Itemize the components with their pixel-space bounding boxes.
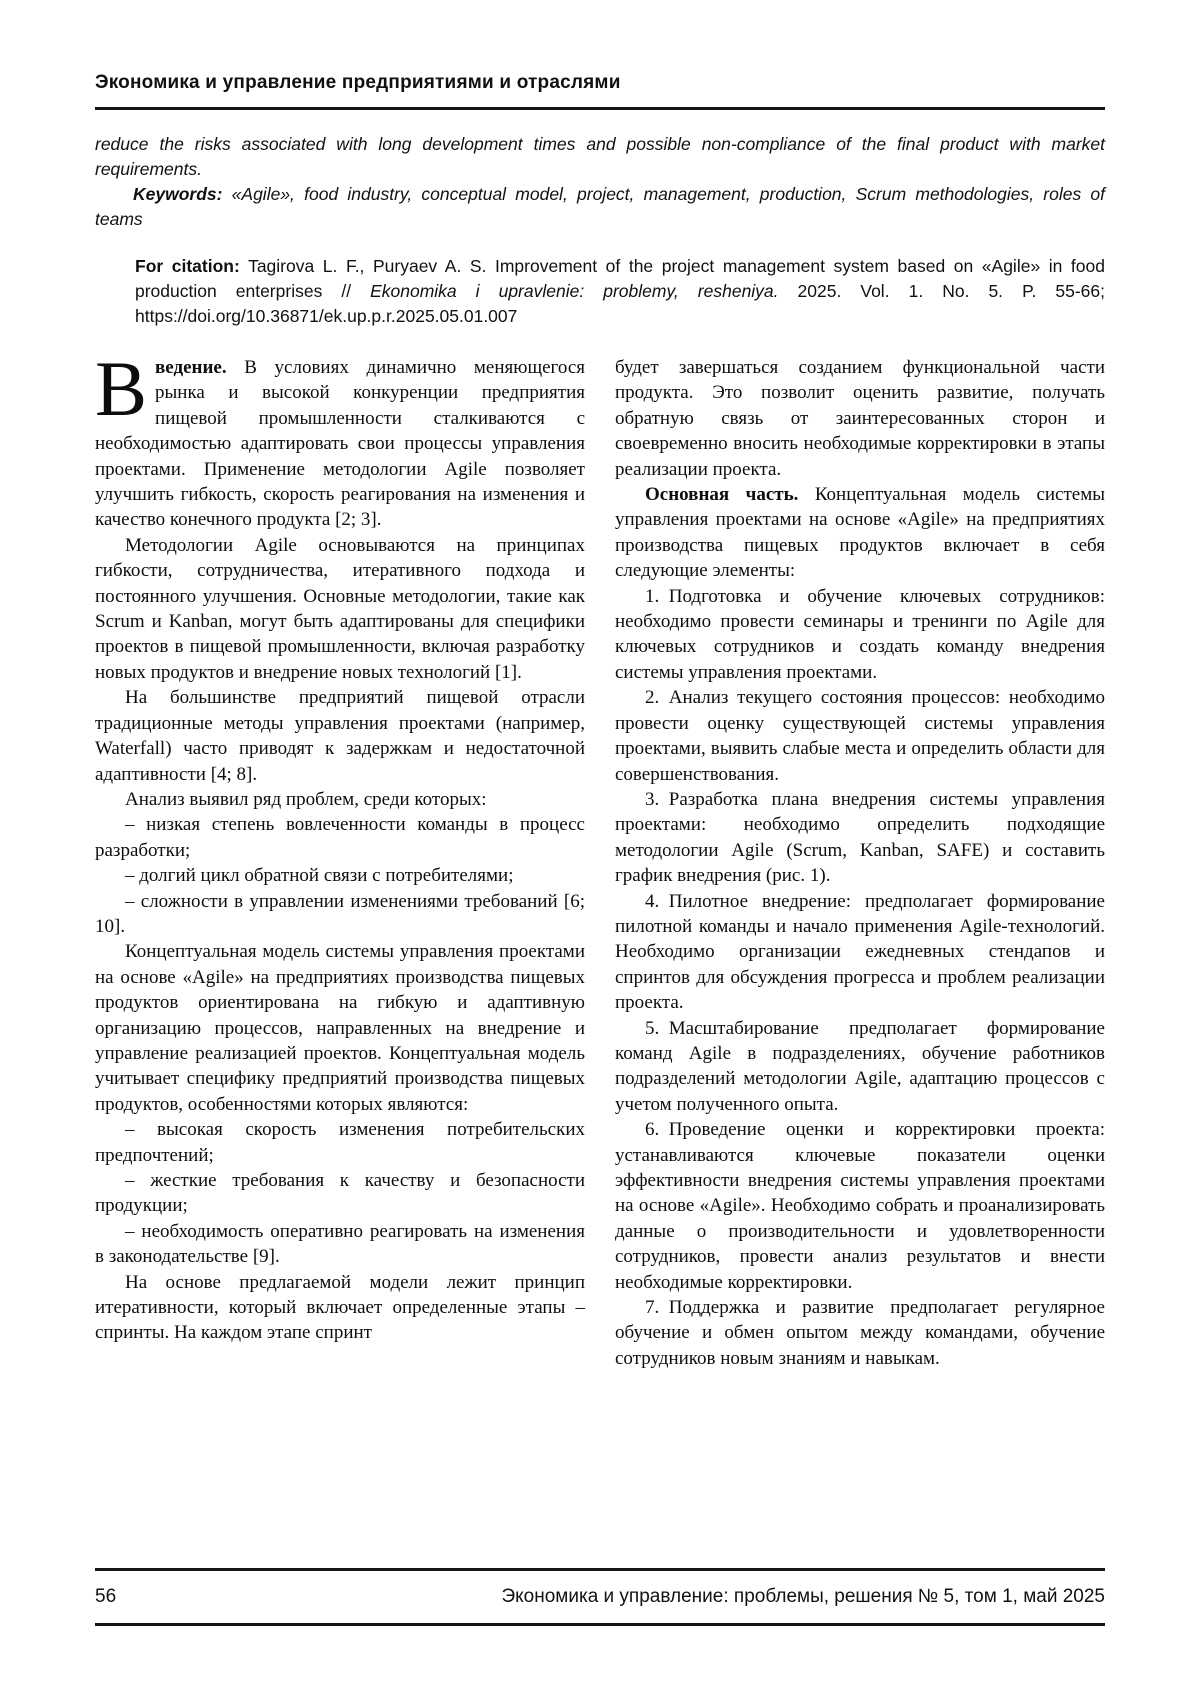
dropcap: В	[95, 345, 148, 432]
paragraph: На основе предлагаемой модели лежит принцип итеративности, который включает определенные этапы – спринты. На каждом этапе спринт	[95, 1271, 585, 1344]
paragraph: Методологии Agile основываются на принципах гибкости, сотрудничества, итеративного подхода и постоянного улучшения. Основные методологии, такие как Scrum и Kanban, могут быть адаптированы для специфики проектов в пищевой промышленности, включая разработку новых продуктов и внедрение новых технологий [1].	[95, 534, 585, 683]
citation-details: 2025. Vol. 1. No. 5. P. 55-66; https://doi.org/10.36871/ek.up.p.r.2025.05.01.007	[135, 281, 1105, 326]
paragraph: будет завершаться созданием функциональной части продукта. Это позволит оценить развитие, получать обратную связь от заинтересованных сторон и своевременно вносить необходимые корректировки в этапы реализации проекта.	[615, 357, 1105, 480]
abstract-text: reduce the risks associated with long development times and possible non-compliance of the final product with market requirements.	[95, 134, 1105, 179]
footer-row	[95, 1571, 1105, 1623]
numbered-item: 3. Разработка плана внедрения системы управления проектами: необходимо определить подходящие методологии Agile (Scrum, Kanban, SAFE) и составить график внедрения (рис. 1).	[615, 788, 1105, 887]
abstract-section	[95, 132, 1105, 232]
list-item: – низкая степень вовлеченности команды в процесс разработки;	[95, 814, 585, 861]
header-rule	[95, 107, 1105, 110]
citation-block	[135, 254, 1105, 329]
citation-label: For citation:	[135, 256, 240, 276]
left-column	[95, 345, 585, 1371]
citation-journal: Ekonomika i upravlenie: problemy, resheniya.	[370, 281, 779, 301]
right-column	[615, 355, 1105, 1371]
keywords-line	[95, 182, 1105, 232]
numbered-item: 2. Анализ текущего состояния процессов: необходимо провести оценку существующей системы управления проектами, выявить слабые места и определить области для совершенствования.	[615, 687, 1105, 785]
numbered-item: 7. Поддержка и развитие предполагает регулярное обучение и обмен опытом между командами, обучение сотрудников новым знаниям и навыкам.	[615, 1297, 1105, 1369]
numbered-item: 1. Подготовка и обучение ключевых сотрудников: необходимо провести семинары и тренинги по Agile для ключевых сотрудников и создать команду внедрения системы управления проектами.	[615, 585, 1105, 683]
intro-text: В условиях динамично меняющегося рынка и высокой конкуренции предприятия пищевой промышленности сталкиваются с необходимостью адаптировать свои процессы управления проектами. Применение методологии Agile позволяет улучшить гибкость, скорость реагирования на изменения и качество конечного продукта [2; 3].	[95, 357, 585, 531]
numbered-item: 4. Пилотное внедрение: предполагает формирование пилотной команды и начало применения Agile-технологий. Необходимо организации ежедневных стендапов и спринтов для обсуждения прогресса и проблем реализации проекта.	[615, 890, 1105, 1014]
list-item: – долгий цикл обратной связи с потребителями;	[125, 865, 514, 887]
page-number: 56	[95, 1586, 117, 1607]
keywords-text: «Agile», food industry, conceptual model, project, management, production, Scrum methodologies, roles of teams	[95, 184, 1105, 229]
paragraph: Анализ выявил ряд проблем, среди которых:	[125, 788, 487, 810]
citation-text	[135, 254, 1105, 329]
running-title: Экономика и управление предприятиями и отраслями	[95, 72, 621, 93]
page-header	[95, 72, 1105, 110]
numbered-item: 5. Масштабирование предполагает формирование команд Agile в подразделениях, обучение работников подразделений методологии Agile, адаптацию процессов с учетом полученного опыта.	[615, 1017, 1105, 1115]
list-item: – жесткие требования к качеству и безопасности продукции;	[95, 1170, 585, 1217]
keywords-label: Keywords:	[133, 184, 223, 204]
numbered-item: 6. Проведение оценки и корректировки проекта: устанавливаются ключевые показатели оценки эффективности внедрения системы управления проектами на основе «Agile». Необходимо собрать и проанализировать данные о производительности и удовлетворенности сотрудников, провести анализ результатов и внести необходимые корректировки.	[615, 1119, 1105, 1293]
main-part-text: Концептуальная модель системы управления проектами на основе «Agile» на предприятиях производства пищевых продуктов включает в себя следующие элементы:	[615, 484, 1106, 582]
intro-paragraph	[95, 345, 585, 533]
footer-rule-bottom	[95, 1623, 1105, 1626]
section-lead: Основная часть.	[645, 484, 799, 506]
main-part-paragraph	[615, 482, 1105, 584]
citation-authors: Tagirova L. F., Puryaev A. S. Improvement of the project management system based on «Agile» in food production enterprises //	[135, 256, 1105, 301]
list-item: – необходимость оперативно реагировать на изменения в законодательстве [9].	[95, 1220, 585, 1268]
journal-line: Экономика и управление: проблемы, решения № 5, том 1, май 2025	[501, 1586, 1105, 1607]
paragraph: Концептуальная модель системы управления проектами на основе «Agile» на предприятиях производства пищевых продуктов ориентирована на гибкую и адаптивную организацию процессов, направленных на внедрение и управление реализацией проектов. Концептуальная модель учитывает специфику предприятий производства пищевых продуктов, особенностями которых являются:	[95, 941, 585, 1115]
list-item: – сложности в управлении изменениями требований [6; 10].	[95, 890, 585, 937]
section-lead: ведение.	[155, 357, 227, 378]
article-body	[95, 345, 1106, 1371]
page-footer	[95, 1568, 1105, 1626]
list-item: – высокая скорость изменения потребительских предпочтений;	[95, 1119, 585, 1166]
paragraph: На большинстве предприятий пищевой отрасли традиционные методы управления проектами (например, Waterfall) часто приводят к задержкам и недостаточной адаптивности [4; 8].	[95, 687, 585, 785]
